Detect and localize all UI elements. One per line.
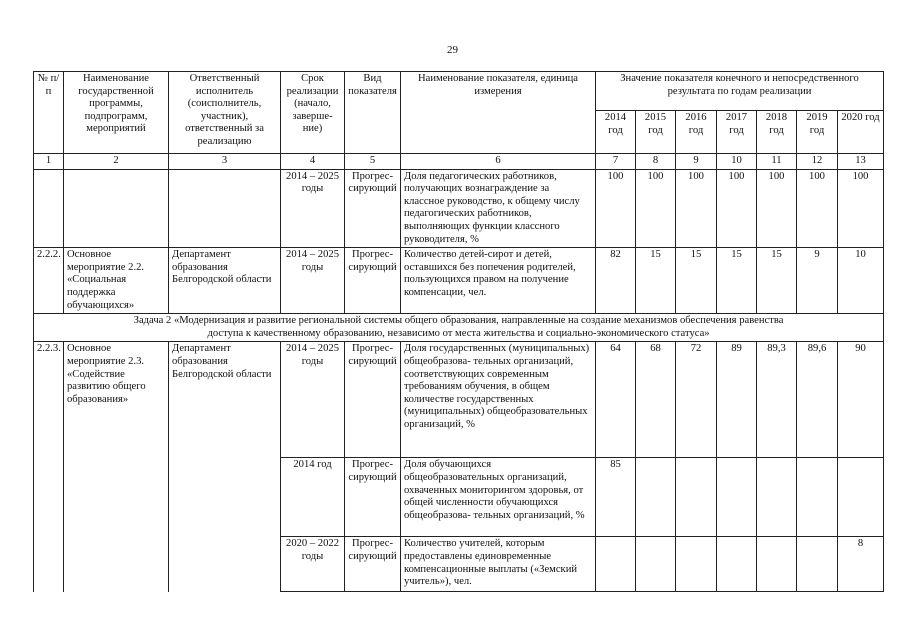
row-value: 85 [596,458,636,537]
header-year: 2015 год [636,111,676,154]
column-number: 8 [636,154,676,170]
column-number: 5 [345,154,401,170]
header-year: 2014 год [596,111,636,154]
row-value: 9 [797,248,838,314]
column-number: 9 [676,154,717,170]
row-value: 89,6 [797,342,838,458]
table-row [34,248,884,314]
table-row [34,342,884,458]
row-executor: Департамент образования Белгородской области [169,342,281,592]
row-type: Прогрес- сирующий [345,537,401,592]
row-type: Прогрес- сирующий [345,248,401,314]
row-value: 15 [717,248,757,314]
row-period: 2014 год [281,458,345,537]
header-year: 2018 год [757,111,797,154]
row-value: 100 [757,169,797,248]
page-number: 29 [447,44,458,56]
row-indicator: Количество учителей, которым предоставлены единовременные компенсационные выплаты («Земский учитель»), чел. [401,537,596,592]
row-value: 100 [596,169,636,248]
row-value: 72 [676,342,717,458]
row-value: 100 [717,169,757,248]
header-year: 2017 год [717,111,757,154]
row-value: 89 [717,342,757,458]
row-program: Основное мероприятие 2.2. «Социальная поддержка обучающихся» [64,248,169,314]
row-value [596,537,636,592]
header-values: Значение показателя конечного и непосредственного результата по годам реализации [596,72,884,111]
row-value: 15 [676,248,717,314]
row-indicator: Доля обучающихся общеобразовательных организаций, охваченных мониторингом здоровья, от общей численности обучающихся общеобразова- тельных организаций, % [401,458,596,537]
column-number: 2 [64,154,169,170]
column-number: 3 [169,154,281,170]
row-value [676,458,717,537]
header-type: Вид показателя [345,72,401,154]
row-value: 100 [636,169,676,248]
row-indicator: Доля педагогических работников, получающих вознаграждение за классное руководство, к общему числу педагогических работников, выполняющих функции классного руководителя, % [401,169,596,248]
row-executor: Департамент образования Белгородской области [169,248,281,314]
row-value: 100 [797,169,838,248]
row-period: 2014 – 2025 годы [281,342,345,458]
row-value: 100 [838,169,884,248]
row-indicator: Количество детей-сирот и детей, оставшихся без попечения родителей, пользующихся правом на получение компенсации, чел. [401,248,596,314]
indicators-table [33,71,884,592]
row-num: 2.2.3. [34,342,64,592]
row-value [717,537,757,592]
row-value: 100 [676,169,717,248]
row-value: 8 [838,537,884,592]
row-value [797,537,838,592]
header-indicator: Наименование показателя, единица измерения [401,72,596,154]
row-value [636,458,676,537]
row-value: 89,3 [757,342,797,458]
row-type: Прогрес- сирующий [345,342,401,458]
row-value: 68 [636,342,676,458]
column-number: 12 [797,154,838,170]
header-year: 2020 год [838,111,884,154]
row-value [717,458,757,537]
row-num: 2.2.2. [34,248,64,314]
header-year: 2019 год [797,111,838,154]
row-value: 90 [838,342,884,458]
column-number: 7 [596,154,636,170]
table-row [34,169,884,248]
column-number: 11 [757,154,797,170]
row-value: 82 [596,248,636,314]
row-value: 15 [636,248,676,314]
row-period: 2014 – 2025 годы [281,248,345,314]
row-value: 15 [757,248,797,314]
row-indicator: Доля государственных (муниципальных) общеобразова- тельных организаций, соответствующих современным требованиям обучения, в общем количестве государственных (муниципальных) общеобразовательных организаций, % [401,342,596,458]
row-value [757,458,797,537]
header-num: № п/п [34,72,64,154]
header-executor: Ответственный исполнитель (соисполнитель, участник), ответственный за реализацию [169,72,281,154]
task-row [34,314,884,342]
row-value [757,537,797,592]
column-number: 13 [838,154,884,170]
row-value [636,537,676,592]
row-value [676,537,717,592]
column-number: 6 [401,154,596,170]
column-numbers-row [34,154,884,170]
row-program [64,169,169,248]
column-number: 1 [34,154,64,170]
header-program: Наименование государственной программы, подпрограмм, мероприятий [64,72,169,154]
row-value: 64 [596,342,636,458]
row-value [838,458,884,537]
row-value [797,458,838,537]
row-type: Прогрес- сирующий [345,458,401,537]
column-number: 10 [717,154,757,170]
row-period: 2020 – 2022 годы [281,537,345,592]
row-num [34,169,64,248]
row-executor [169,169,281,248]
row-type: Прогрес- сирующий [345,169,401,248]
task-text: Задача 2 «Модернизация и развитие региональной системы общего образования, направленные на создание механизмов обеспечения равенства доступа к качественному образованию, независимо от места жительства и социально-экономического статуса» [34,314,884,342]
header-year: 2016 год [676,111,717,154]
row-program: Основное мероприятие 2.3. «Содействие развитию общего образования» [64,342,169,592]
row-value: 10 [838,248,884,314]
column-number: 4 [281,154,345,170]
row-period: 2014 – 2025 годы [281,169,345,248]
header-row [34,72,884,111]
header-period: Срок реализации (начало, заверше- ние) [281,72,345,154]
